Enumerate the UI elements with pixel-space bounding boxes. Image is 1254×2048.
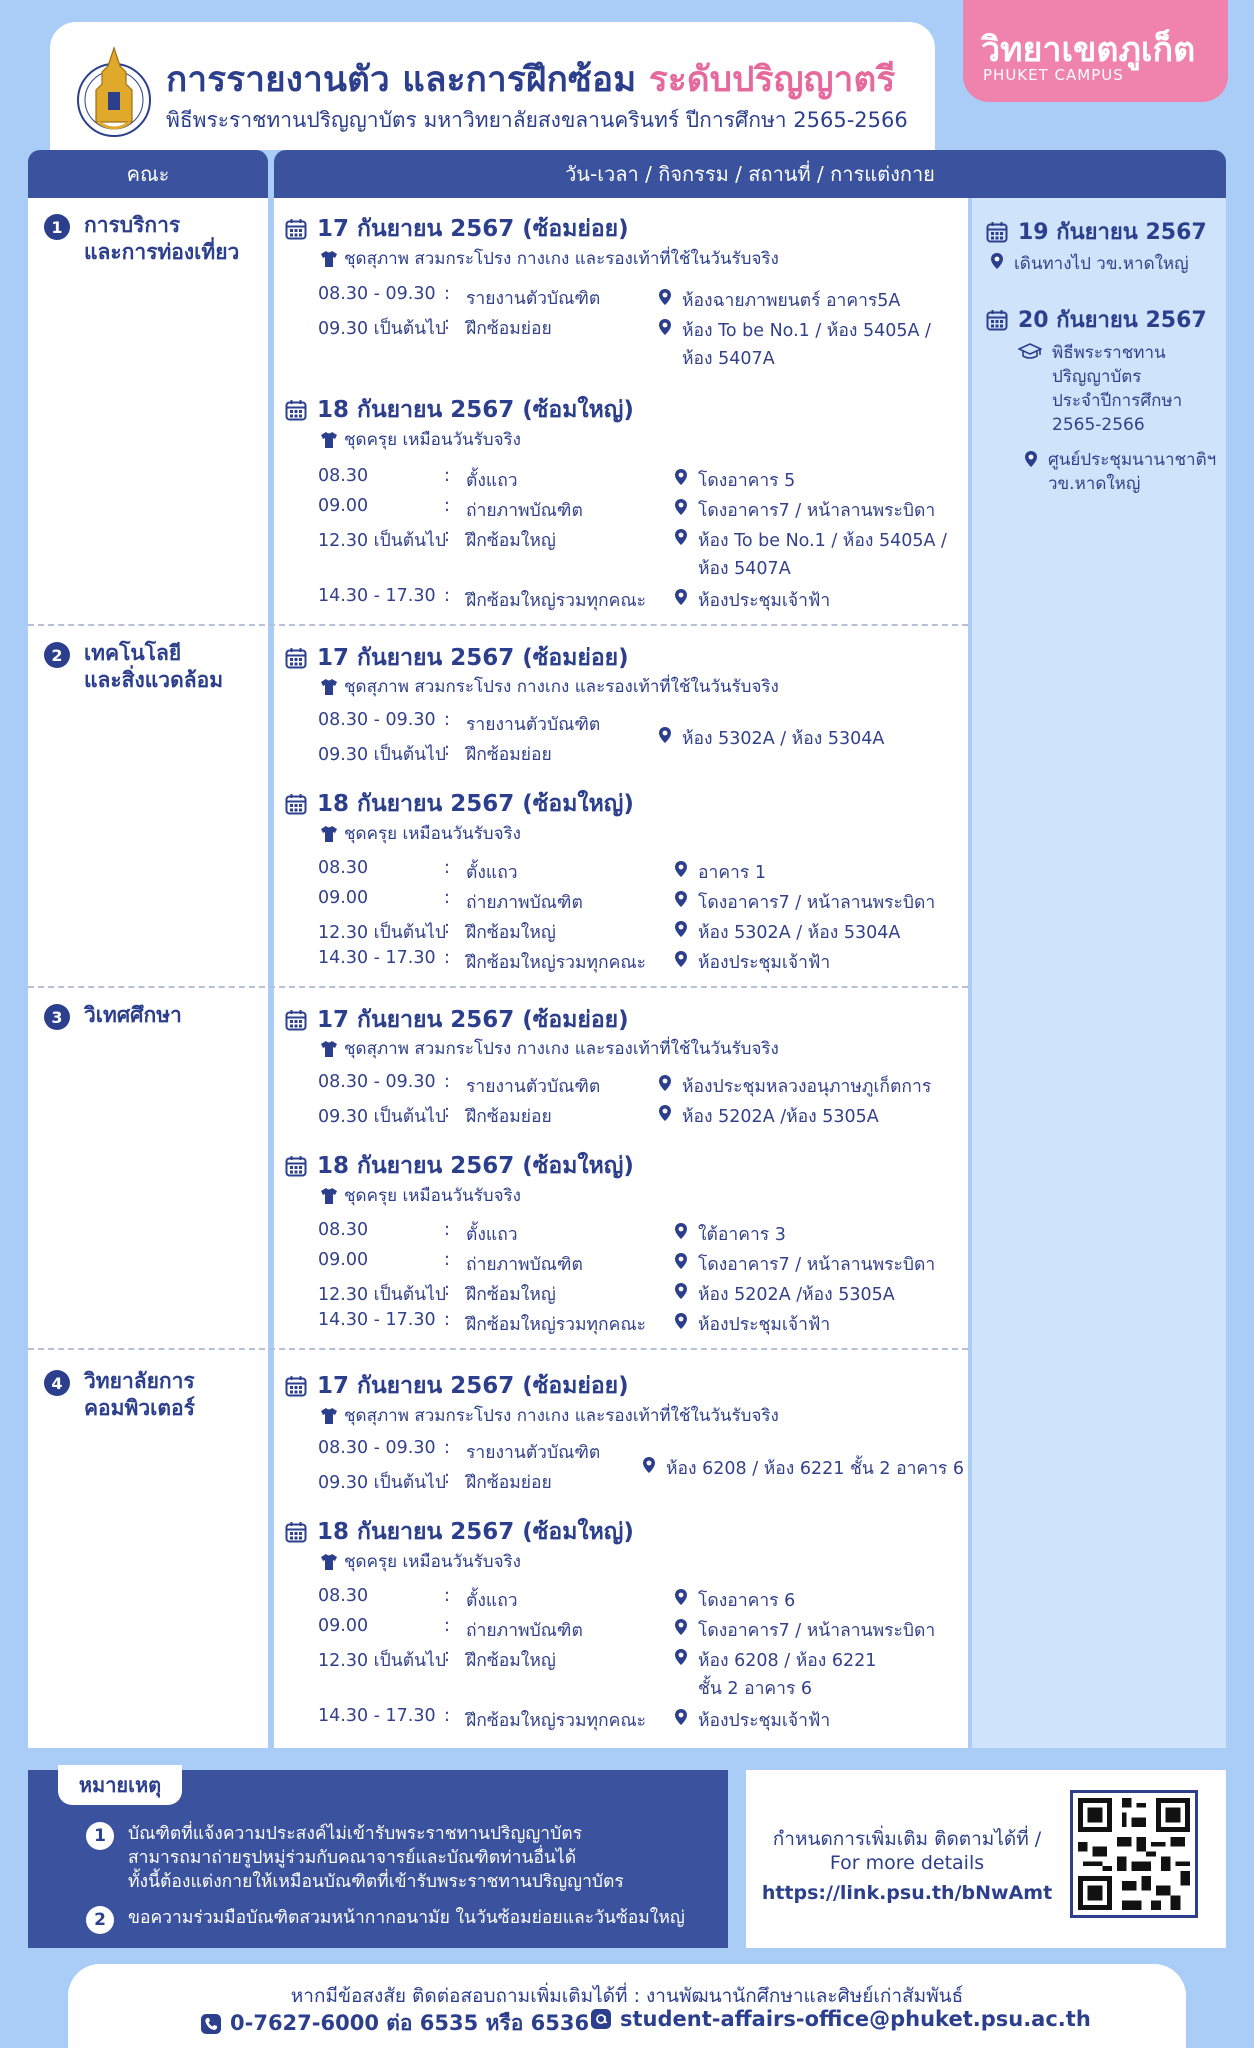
schedule-activity: รายงานตัวบัณฑิต [466,289,601,309]
ceremony-location: ศูนย์ประชุมนานาชาติฯ วข.หาดใหญ่ [1024,448,1216,496]
colon: : [444,284,450,304]
location-pin-icon [674,468,688,486]
shirt-icon [320,1553,338,1571]
colon: : [444,1586,450,1606]
location-pin-icon [642,1456,656,1474]
schedule-time: 14.30 - 17.30 [318,586,436,606]
schedule-activity: ฝึกซ้อมย่อย [466,319,552,339]
schedule-activity: ฝึกซ้อมย่อย [466,745,552,765]
schedule-activity: รายงานตัวบัณฑิต [466,1077,601,1097]
location-pin-icon [658,1074,672,1092]
colon: : [444,1706,450,1726]
location: โดงอาคาร7 / หน้าลานพระบิดา [674,888,935,916]
colon: : [444,1072,450,1092]
location-pin-icon [674,1282,688,1300]
location: ห้อง 5202A /ห้อง 5305A [674,1280,895,1308]
location-pin-icon [1024,450,1038,468]
more-details-link[interactable]: https://link.psu.th/bNwAmt [761,1882,1053,1904]
location-pin-icon [658,726,672,744]
schedule-time: 09.30 เป็นต้นไป [318,1107,446,1127]
schedule-time: 08.30 - 09.30 [318,1438,436,1458]
location-pin-icon [674,1708,688,1726]
calendar-icon [986,221,1008,243]
location: ใต้อาคาร 3 [674,1220,786,1248]
colon: : [444,888,450,908]
colon: : [444,1438,450,1458]
schedule-time: 09.00 [318,496,369,516]
faculty-name: เทคโนโลยี และสิ่งแวดล้อม [84,641,224,692]
note-2: 2 ขอความร่วมมือบัณฑิตสวมหน้ากากอนามัย ในวันซ้อมย่อยและวันซ้อมใหญ่ [86,1906,685,1934]
faculty-number: 1 [44,214,70,240]
graduation-cap-icon [1018,343,1042,361]
location: ห้องฉายภาพยนตร์ อาคาร5A [658,286,900,314]
ceremony-text: พิธีพระราชทาน ปริญญาบัตร ประจำปีการศึกษา 2565-2566 [1052,343,1183,435]
schedule-time: 08.30 - 09.30 [318,1072,436,1092]
day-heading-rehearsal-minor: 17 กันยายน 2567 (ซ้อมย่อย) [285,1368,629,1404]
colon: : [444,466,450,486]
location-pin-icon [674,890,688,908]
schedule-time: 12.30 เป็นต้นไป [318,1285,446,1305]
location: อาคาร 1 [674,858,766,886]
schedule-activity: ฝึกซ้อมใหญ่รวมทุกคณะ [466,1315,646,1335]
faculty-2 [44,640,223,694]
title-accent: ระดับปริญญาตรี [648,60,896,100]
location: โดงอาคาร7 / หน้าลานพระบิดา [674,1616,935,1644]
section-divider [28,624,968,626]
notes-title: หมายเหตุ [58,1765,182,1805]
schedule-activity: ตั้งแถว [466,1225,518,1245]
colon: : [444,1310,450,1330]
calendar-icon [285,1375,307,1397]
location: โดงอาคาร 5 [674,466,795,494]
schedule-time: 12.30 เป็นต้นไป [318,1651,446,1671]
colon: : [444,710,450,730]
day-heading-rehearsal-minor: 17 กันยายน 2567 (ซ้อมย่อย) [285,211,629,247]
schedule-time: 08.30 [318,466,369,486]
colon: : [444,314,450,334]
location-pin-icon [674,860,688,878]
colon: : [444,1616,450,1636]
colon: : [444,948,450,968]
location-pin-icon [990,252,1004,270]
calendar-icon [285,1521,307,1543]
colon: : [444,496,450,516]
colon: : [444,918,450,938]
dress-code: ชุดครุย เหมือนวันรับจริง [320,426,521,453]
page-subtitle: พิธีพระราชทานปริญญาบัตร มหาวิทยาลัยสงขลานครินทร์ ปีการศึกษา 2565-2566 [166,108,908,132]
schedule-activity: ถ่ายภาพบัณฑิต [466,1621,583,1641]
location-pin-icon [674,528,688,546]
location: ห้องประชุมเจ้าฟ้า [674,586,830,614]
schedule-time: 09.30 เป็นต้นไป [318,745,446,765]
campus-badge [963,0,1228,102]
travel-note: เดินทางไป วข.หาดใหญ่ [990,250,1189,277]
campus-name-en: PHUKET CAMPUS [983,66,1124,84]
schedule-time: 08.30 - 09.30 [318,710,436,730]
section-divider [28,986,968,988]
schedule-activity: ฝึกซ้อมย่อย [466,1107,552,1127]
calendar-icon [285,218,307,240]
calendar-icon [986,309,1008,331]
location: ห้อง 5302A / ห้อง 5304A [658,724,884,752]
more-details-text-en: For more details [829,1852,985,1874]
location-pin-icon [658,1104,672,1122]
schedule-activity: ฝึกซ้อมใหญ่รวมทุกคณะ [466,953,646,973]
location-pin-icon [658,318,672,336]
colon: : [444,586,450,606]
location-pin-icon [658,288,672,306]
location: โดงอาคาร7 / หน้าลานพระบิดา [674,1250,935,1278]
day-heading-rehearsal-major: 18 กันยายน 2567 (ซ้อมใหญ่) [285,392,634,428]
schedule-activity: ฝึกซ้อมย่อย [466,1473,552,1493]
location: ห้องประชุมหลวงอนุภาษภูเก็ตการ [658,1072,931,1100]
colon: : [444,1220,450,1240]
schedule-activity: ฝึกซ้อมใหญ่รวมทุกคณะ [466,1711,646,1731]
schedule-time: 09.00 [318,1250,369,1270]
shirt-icon [320,1040,338,1058]
faculty-1 [44,212,239,266]
location: ห้อง To be No.1 / ห้อง 5405A / ห้อง 5407A [658,316,931,374]
schedule-activity: รายงานตัวบัณฑิต [466,715,601,735]
section-divider [28,1348,968,1350]
location-pin-icon [674,1222,688,1240]
shirt-icon [320,431,338,449]
schedule-activity: ตั้งแถว [466,471,518,491]
email-icon [590,2008,612,2030]
schedule-time: 09.00 [318,888,369,908]
faculty-name: การบริการ และการท่องเที่ยว [84,213,240,264]
contact-phone[interactable]: 0-7627-6000 ต่อ 6535 หรือ 6536 [200,2007,589,2040]
location-pin-icon [674,920,688,938]
location: ห้อง 5302A / ห้อง 5304A [674,918,900,946]
faculty-number: 2 [44,642,70,668]
location: โดงอาคาร7 / หน้าลานพระบิดา [674,496,935,524]
contact-email[interactable]: student-affairs-office@phuket.psu.ac.th [590,2007,1091,2031]
location-pin-icon [674,1312,688,1330]
schedule-activity: ถ่ายภาพบัณฑิต [466,893,583,913]
calendar-icon [285,399,307,421]
schedule-time: 12.30 เป็นต้นไป [318,531,446,551]
schedule-activity: ฝึกซ้อมใหญ่ [466,923,556,943]
detail-column-header: วัน-เวลา / กิจกรรม / สถานที่ / การแต่งกาย [274,150,1226,198]
dress-code: ชุดสุภาพ สวมกระโปรง กางเกง และรองเท้าที่ใช้ในวันรับจริง [320,245,779,272]
location: ห้องประชุมเจ้าฟ้า [674,1310,830,1338]
day-heading-rehearsal-minor: 17 กันยายน 2567 (ซ้อมย่อย) [285,1002,629,1038]
schedule-time: 14.30 - 17.30 [318,948,436,968]
schedule-time: 08.30 [318,1586,369,1606]
schedule-activity: ฝึกซ้อมใหญ่ [466,1651,556,1671]
dress-code: ชุดสุภาพ สวมกระโปรง กางเกง และรองเท้าที่ใช้ในวันรับจริง [320,1035,779,1062]
day-heading-travel: 19 กันยายน 2567 [986,214,1207,249]
contact-text: หากมีข้อสงสัย ติดต่อสอบถามเพิ่มเติมได้ที่ : งานพัฒนานักศึกษาและศิษย์เก่าสัมพันธ์ [290,1985,964,2007]
day-heading-rehearsal-minor: 17 กันยายน 2567 (ซ้อมย่อย) [285,640,629,676]
note-number: 2 [86,1906,114,1934]
faculty-name: วิเทศศึกษา [84,1003,182,1027]
schedule-time: 09.30 เป็นต้นไป [318,1473,446,1493]
faculty-3 [44,1002,182,1030]
shirt-icon [320,825,338,843]
schedule-time: 09.30 เป็นต้นไป [318,319,446,339]
colon: : [444,858,450,878]
schedule-time: 08.30 [318,1220,369,1240]
schedule-time: 08.30 - 09.30 [318,284,436,304]
schedule-activity: ฝึกซ้อมใหญ่ [466,1285,556,1305]
university-logo [72,42,156,142]
colon: : [444,1468,450,1488]
location-pin-icon [674,1648,688,1666]
faculty-column-header: คณะ [28,150,268,198]
calendar-icon [285,1009,307,1031]
schedule-activity: ถ่ายภาพบัณฑิต [466,501,583,521]
schedule-activity: ตั้งแถว [466,863,518,883]
day-heading-rehearsal-major: 18 กันยายน 2567 (ซ้อมใหญ่) [285,1148,634,1184]
schedule-time: 12.30 เป็นต้นไป [318,923,446,943]
campus-name-th: วิทยาเขตภูเก็ต [981,30,1196,70]
location: ห้อง 5202A /ห้อง 5305A [658,1102,879,1130]
schedule-time: 14.30 - 17.30 [318,1310,436,1330]
calendar-icon [285,647,307,669]
colon: : [444,1280,450,1300]
location-pin-icon [674,950,688,968]
shirt-icon [320,1407,338,1425]
schedule-time: 09.00 [318,1616,369,1636]
calendar-icon [285,793,307,815]
schedule-activity: ถ่ายภาพบัณฑิต [466,1255,583,1275]
faculty-number: 4 [44,1370,70,1396]
location: ห้องประชุมเจ้าฟ้า [674,1706,830,1734]
shirt-icon [320,678,338,696]
location: โดงอาคาร 6 [674,1586,795,1614]
shirt-icon [320,250,338,268]
schedule-time: 08.30 [318,858,369,878]
location: ห้อง To be No.1 / ห้อง 5405A / ห้อง 5407A [674,526,947,584]
dress-code: ชุดครุย เหมือนวันรับจริง [320,1548,521,1575]
page-title: การรายงานตัว และการฝึกซ้อม ระดับปริญญาตรี [166,60,896,100]
colon: : [444,740,450,760]
dress-code: ชุดครุย เหมือนวันรับจริง [320,820,521,847]
calendar-icon [285,1155,307,1177]
colon: : [444,1646,450,1666]
location: ห้อง 6208 / ห้อง 6221 ชั้น 2 อาคาร 6 [674,1646,876,1704]
location-pin-icon [674,1252,688,1270]
faculty-4 [44,1368,195,1422]
phone-icon [200,2013,222,2035]
qr-code[interactable] [1070,1790,1198,1918]
schedule-activity: ตั้งแถว [466,1591,518,1611]
shirt-icon [320,1187,338,1205]
faculty-column [28,198,268,1748]
colon: : [444,1102,450,1122]
day-heading-rehearsal-major: 18 กันยายน 2567 (ซ้อมใหญ่) [285,786,634,822]
schedule-activity: รายงานตัวบัณฑิต [466,1443,601,1463]
schedule-activity: ฝึกซ้อมใหญ่ [466,531,556,551]
faculty-name: วิทยาลัยการ คอมพิวเตอร์ [84,1369,195,1420]
dress-code: ชุดสุภาพ สวมกระโปรง กางเกง และรองเท้าที่ใช้ในวันรับจริง [320,1402,779,1429]
day-heading-rehearsal-major: 18 กันยายน 2567 (ซ้อมใหญ่) [285,1514,634,1550]
location-pin-icon [674,588,688,606]
location: ห้องประชุมเจ้าฟ้า [674,948,830,976]
faculty-number: 3 [44,1004,70,1030]
schedule-activity: ฝึกซ้อมใหญ่รวมทุกคณะ [466,591,646,611]
note-number: 1 [86,1822,114,1850]
colon: : [444,1250,450,1270]
location-pin-icon [674,1618,688,1636]
schedule-time: 14.30 - 17.30 [318,1706,436,1726]
dress-code: ชุดครุย เหมือนวันรับจริง [320,1182,521,1209]
location-pin-icon [674,1588,688,1606]
dress-code: ชุดสุภาพ สวมกระโปรง กางเกง และรองเท้าที่ใช้ในวันรับจริง [320,673,779,700]
day-heading-ceremony: 20 กันยายน 2567 [986,302,1207,337]
note-1: 1 บัณฑิตที่แจ้งความประสงค์ไม่เข้ารับพระราชทานปริญญาบัตร สามารถมาถ่ายรูปหมู่ร่วมกับคณาจารย์และบัณฑิตท่านอื่นได้ ทั้งนี้ต้องแต่งกายให้เหมือนบัณฑิตที่เข้ารับพระราชทานปริญญาบัตร [86,1822,624,1894]
colon: : [444,526,450,546]
location: ห้อง 6208 / ห้อง 6221 ชั้น 2 อาคาร 6 [642,1454,964,1482]
location-pin-icon [674,498,688,516]
more-details-text: กำหนดการเพิ่มเติม ติดตามได้ที่ / [772,1828,1042,1850]
